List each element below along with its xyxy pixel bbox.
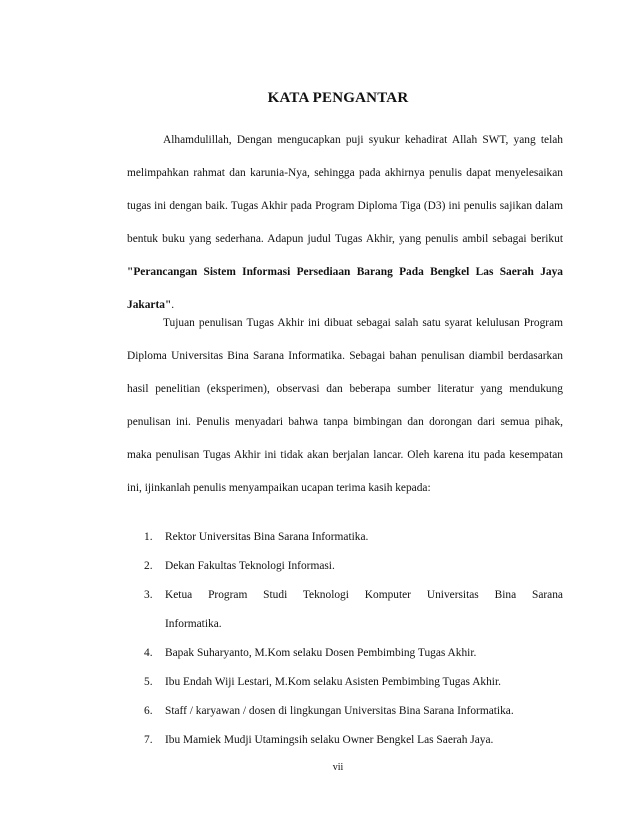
- paragraph-purpose: [127, 307, 563, 505]
- page-title: KATA PENGANTAR: [267, 90, 409, 106]
- list-item: [127, 523, 563, 552]
- paragraph-intro-end: .: [171, 299, 175, 311]
- list-item-text: Bapak Suharyanto, M.Kom selaku Dosen Pembimbing Tugas Akhir.: [165, 647, 477, 659]
- page-number: vii: [332, 762, 344, 773]
- list-item-text: Ibu Mamiek Mudji Utamingsih selaku Owner Bengkel Las Saerah Jaya.: [165, 734, 494, 746]
- list-item: [127, 726, 563, 755]
- list-item: [127, 639, 563, 668]
- acknowledgement-list: [127, 523, 563, 755]
- list-item: [127, 581, 563, 639]
- list-item-number: 3.: [144, 589, 153, 601]
- paragraph-intro-text: Alhamdulillah, Dengan mengucapkan puji syukur kehadirat Allah SWT, yang telah melimpahkan rahmat dan karunia-Nya, sehingga pada akhirnya penulis dapat menyelesaikan tugas ini dengan baik. Tugas Akhir pada Program Diploma Tiga (D3) ini penulis sajikan dalam bentuk buku yang sederhana. Adapun judul Tugas Akhir, yang penulis ambil sebagai berikut: [127, 134, 563, 245]
- list-item-number: 7.: [144, 734, 153, 746]
- list-item-text-line1: Ketua Program Studi Teknologi Komputer Universitas Bina Sarana: [165, 589, 563, 601]
- paragraph-purpose-text: Tujuan penulisan Tugas Akhir ini dibuat sebagai salah satu syarat kelulusan Program Diploma Universitas Bina Sarana Informatika. Sebagai bahan penulisan diambil berdasarkan hasil penelitian (eksperimen), observasi dan beberapa sumber literatur yang mendukung penulisan ini. Penulis menyadari bahwa tanpa bimbingan dan dorongan dari semua pihak, maka penulisan Tugas Akhir ini tidak akan berjalan lancar. Oleh karena itu pada kesempatan ini, ijinkanlah penulis menyampaikan ucapan terima kasih kepada:: [127, 317, 563, 494]
- list-item-text: Dekan Fakultas Teknologi Informasi.: [165, 560, 335, 572]
- paragraph-intro: [127, 124, 563, 322]
- list-item-text: Staff / karyawan / dosen di lingkungan Universitas Bina Sarana Informatika.: [165, 705, 514, 717]
- list-item-text: Ibu Endah Wiji Lestari, M.Kom selaku Asisten Pembimbing Tugas Akhir.: [165, 676, 501, 688]
- list-item: [127, 552, 563, 581]
- list-item-number: 5.: [144, 676, 153, 688]
- list-item-number: 4.: [144, 647, 153, 659]
- list-item-text: Rektor Universitas Bina Sarana Informatika.: [165, 531, 369, 543]
- list-item-number: 6.: [144, 705, 153, 717]
- list-item: [127, 668, 563, 697]
- thesis-title: "Perancangan Sistem Informasi Persediaan Barang Pada Bengkel Las Saerah Jaya Jakarta": [127, 266, 563, 311]
- list-item-number: 1.: [144, 531, 153, 543]
- list-item-number: 2.: [144, 560, 153, 572]
- list-item: [127, 697, 563, 726]
- list-item-text-line2: Informatika.: [165, 618, 222, 630]
